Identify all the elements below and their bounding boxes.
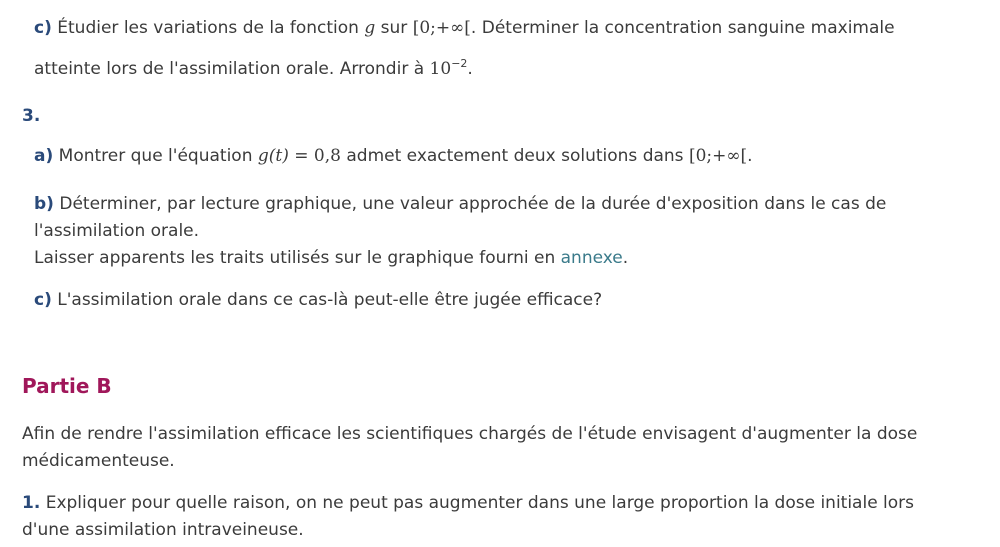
question-3a-text-after: admet exactement deux solutions dans [340, 146, 689, 166]
question-c-line2 [34, 53, 473, 80]
question-3-number: 3. [22, 106, 41, 126]
question-c-label: c) [34, 18, 52, 38]
question-3a-text-before: Montrer que l'équation [58, 146, 258, 166]
power-base: 10 [429, 59, 452, 79]
partie-b-intro-line1: Afin de rendre l'assimilation efficace les scientifiques chargés de l'étude envisagent d'augmenter la dose [22, 424, 918, 444]
interval: [0;+∞[ [412, 18, 471, 38]
annexe-link[interactable]: annexe [560, 248, 623, 268]
question-c-text-before: Étudier les variations de la fonction [57, 18, 365, 38]
question-c-line2-end: . [467, 59, 473, 79]
question-3c-label: c) [34, 290, 52, 310]
question-3a-end: . [747, 146, 753, 166]
question-c-line2-text: atteinte lors de l'assimilation orale. Arrondir à [34, 59, 430, 79]
partie-b-question-1-line2: d'une assimilation intraveineuse. [22, 520, 304, 540]
question-c-line1 [34, 17, 895, 39]
question-3b-line3-before: Laisser apparents les traits utilisés sur le graphique fourni en [34, 248, 561, 268]
partie-b-question-1-number: 1. [22, 493, 41, 513]
question-3c-text: L'assimilation orale dans ce cas-là peut-elle être jugée efficace? [57, 290, 603, 310]
partie-b-intro-line2: médicamenteuse. [22, 451, 175, 471]
equation-rhs: = 0,8 [288, 146, 341, 166]
function-g: g [364, 18, 376, 38]
question-c-text-after: . Déterminer la concentration sanguine maximale [470, 18, 895, 38]
interval: [0;+∞[ [688, 146, 748, 166]
equation-lhs: g(t) [257, 146, 289, 166]
question-3c [34, 289, 602, 311]
question-3b-label: b) [34, 194, 54, 214]
partie-b-question-1-line1 [22, 492, 914, 514]
question-3b-text: Déterminer, par lecture graphique, une valeur approchée de la durée d'exposition dans le cas de [59, 194, 887, 214]
partie-b-question-1-text: Expliquer pour quelle raison, on ne peut pas augmenter dans une large proportion la dose initiale lors [45, 493, 915, 513]
question-3b-line1 [34, 193, 886, 215]
partie-b-heading: Partie B [22, 374, 112, 398]
question-3b-line3-end: . [622, 248, 629, 268]
question-3b-line2: l'assimilation orale. [34, 221, 200, 241]
question-3a-label: a) [34, 146, 54, 166]
question-3a [34, 145, 753, 167]
question-c-text-mid: sur [375, 18, 413, 38]
power-exponent: −2 [451, 57, 468, 70]
question-3b-line3 [34, 247, 628, 269]
